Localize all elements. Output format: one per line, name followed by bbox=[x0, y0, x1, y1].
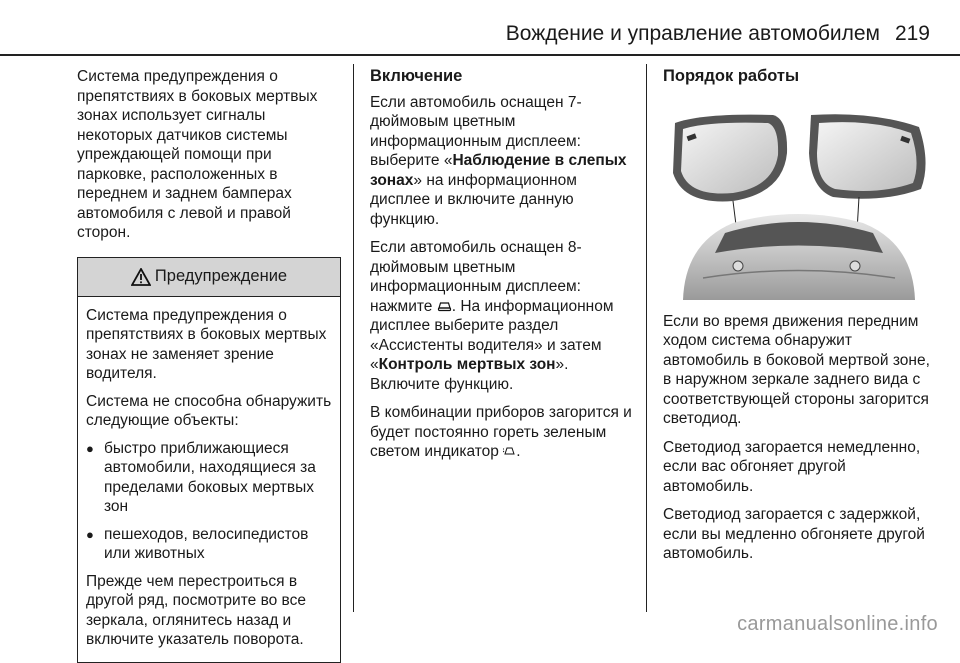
warning-paragraph-2: Система не способна обнаружить следующие объекты: bbox=[86, 392, 332, 429]
menu-item-blind-spot: Наблюдение в слепых зонах bbox=[370, 152, 627, 189]
intro-paragraph: Система предупреждения о препятствиях в боковых мертвых зонах использует сигналы некоторых датчиков системы упреждающей помощи при парковке, расположенных в переднем и заднем бамперах автомобиля с левой и правой сторон. bbox=[77, 68, 318, 241]
column-1 bbox=[77, 67, 341, 663]
bullet-icon: ● bbox=[86, 440, 94, 456]
column-divider-2 bbox=[646, 64, 647, 612]
warning-paragraph-3: Прежде чем перестроиться в другой ряд, посмотрите во все зеркала, оглянитесь назад и включите указатель поворота. bbox=[86, 572, 306, 648]
car-mirrors-image bbox=[663, 93, 933, 300]
list-item bbox=[86, 525, 332, 564]
blind-spot-indicator-icon bbox=[503, 444, 516, 456]
warning-box bbox=[77, 257, 341, 663]
list-item bbox=[86, 439, 332, 517]
section-heading-enable: Включение bbox=[370, 67, 463, 85]
warning-title: Предупреждение bbox=[154, 266, 288, 285]
column-2 bbox=[370, 67, 635, 471]
car-settings-icon bbox=[437, 299, 452, 312]
operation-paragraph-3: Светодиод загорается с задержкой, если вы медленно обгоняете другой автомобиль. bbox=[663, 506, 925, 562]
column-3 bbox=[663, 67, 938, 573]
section-heading-operation: Порядок работы bbox=[663, 67, 800, 85]
warning-paragraph-1: Система предупреждения о препятствиях в боковых мертвых зонах не заменяет зрение водителя. bbox=[86, 306, 327, 382]
column-divider-1 bbox=[353, 64, 354, 612]
operation-paragraph-1: Если во время движения передним ходом система обнаружит автомобиль в боковой мертвой зоне, в наружном зеркале заднего вида с соответствующей стороны загорится светодиод. bbox=[663, 312, 930, 427]
menu-item-blind-spot-control: Контроль мертвых зон bbox=[378, 356, 556, 373]
list-item-text: быстро приближающиеся автомобили, находящиеся за пределами боковых мертвых зон bbox=[104, 439, 316, 515]
warning-triangle-icon bbox=[131, 268, 151, 286]
header-rule bbox=[0, 54, 960, 56]
page-number: 219 bbox=[894, 22, 930, 45]
enable-paragraph-3: В комбинации приборов загорится и будет постоянно гореть зеленым светом индикатор . bbox=[370, 404, 632, 460]
operation-paragraph-2: Светодиод загорается немедленно, если вас обгоняет другой автомобиль. bbox=[663, 438, 921, 495]
warning-header bbox=[78, 258, 340, 297]
mirror-illustration bbox=[663, 93, 933, 300]
watermark: carmanualsonline.info bbox=[737, 613, 938, 635]
header-title: Вождение и управление автомобилем bbox=[505, 22, 880, 45]
list-item-text: пешеходов, велосипедистов или животных bbox=[104, 525, 309, 562]
bullet-icon: ● bbox=[86, 526, 94, 542]
enable-paragraph-2: Если автомобиль оснащен 8-дюймовым цветным информационным дисплеем: нажмите . На информационном дисплее выберите раздел «Ассистенты водителя» и затем «Контроль мертвых зон». Включите функцию. bbox=[370, 239, 614, 393]
enable-paragraph-1: Если автомобиль оснащен 7-дюймовым цветным информационным дисплеем: выберите «Наблюдение в слепых зонах» на информационном дисплее и включите данную функцию. bbox=[370, 93, 627, 228]
